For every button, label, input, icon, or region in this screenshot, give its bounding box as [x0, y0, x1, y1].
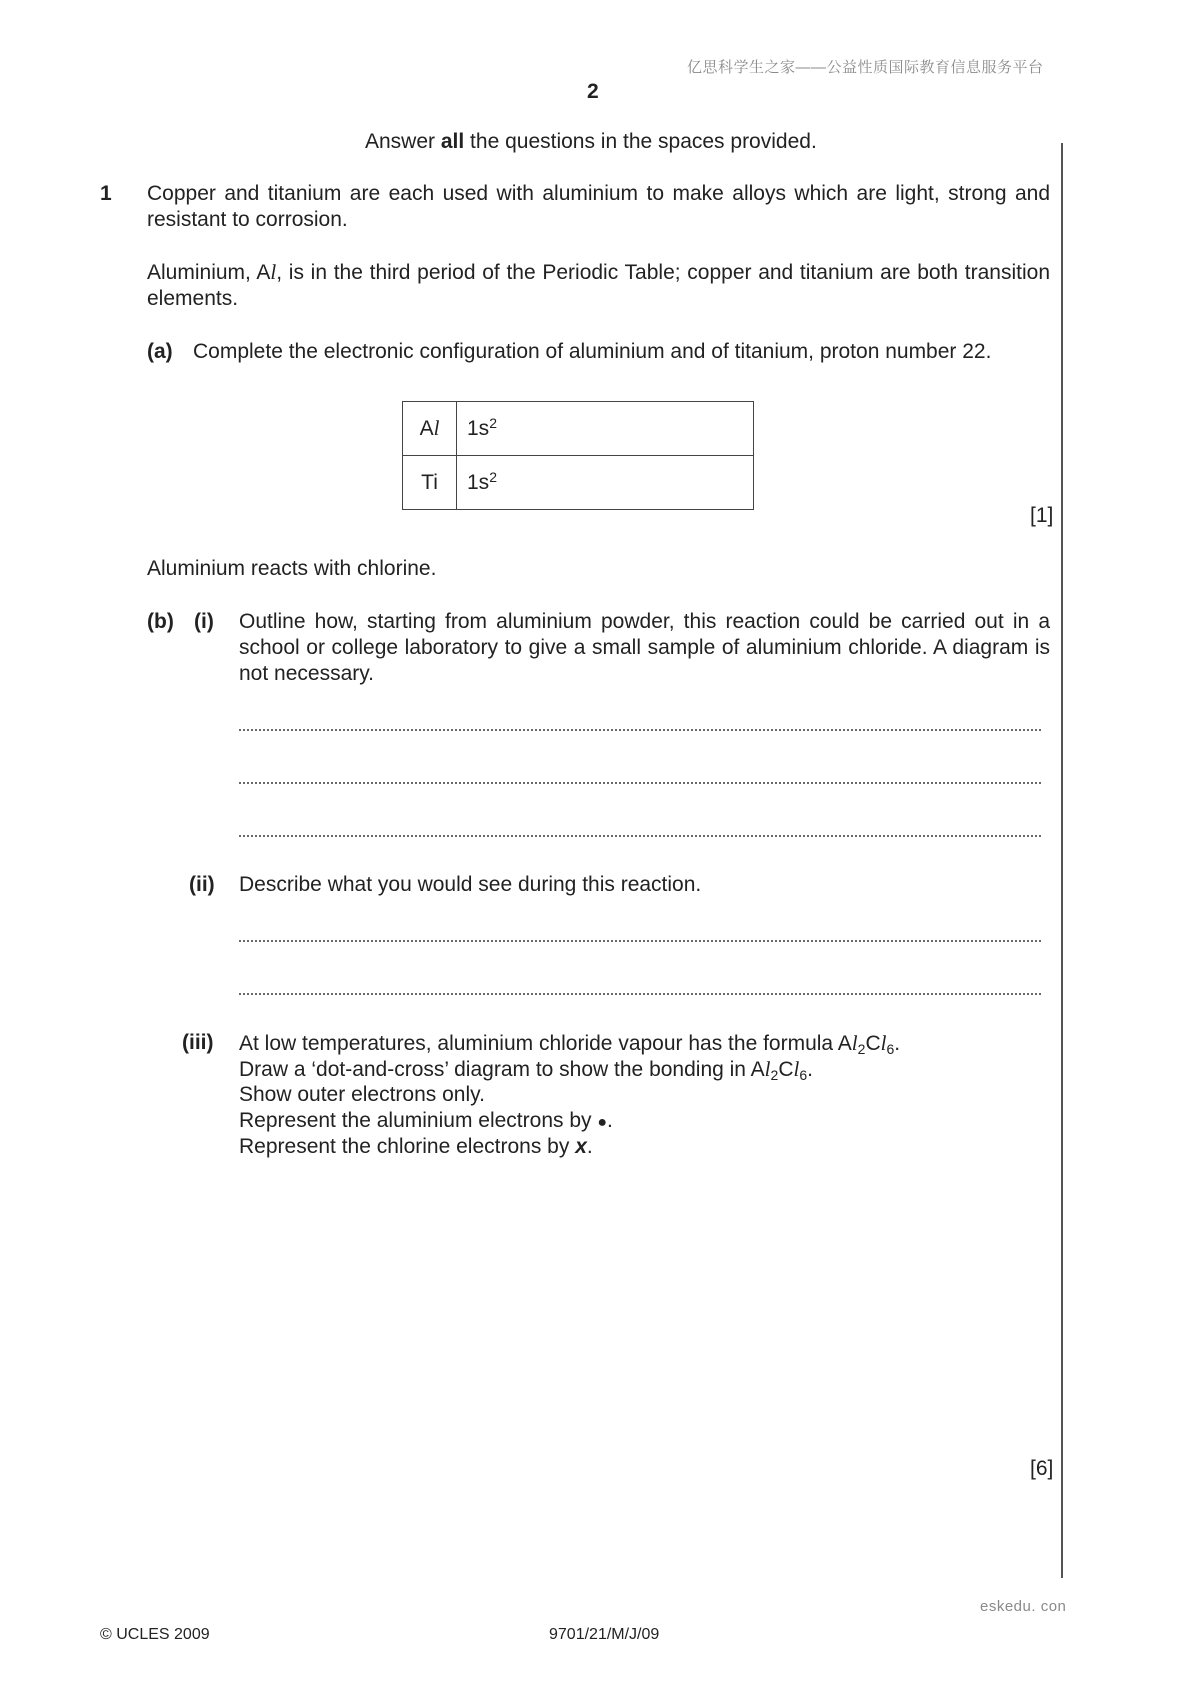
period: .: [607, 1109, 613, 1132]
formula-sub-2: 2: [770, 1067, 779, 1083]
formula-l: l: [793, 1057, 800, 1081]
diagram-answer-space[interactable]: [239, 1175, 1049, 1445]
part-b-iii-line-3: Show outer electrons only.: [239, 1083, 485, 1106]
formula-c: C: [778, 1058, 794, 1081]
instruction-bold: all: [440, 130, 465, 153]
answer-line[interactable]: [238, 992, 1043, 998]
formula-sub-6: 6: [886, 1041, 895, 1057]
part-b-iii-line-2: [239, 1056, 813, 1083]
marks-b-iii: [6]: [1030, 1457, 1054, 1480]
formula-l: l: [764, 1057, 771, 1081]
margin-rule: [1061, 143, 1063, 1578]
answer-line[interactable]: [238, 728, 1043, 734]
part-b-i-label: (i): [194, 610, 214, 633]
formula-c: C: [865, 1032, 881, 1055]
part-b-ii-label: (ii): [189, 873, 215, 896]
footer-copyright: © UCLES 2009: [100, 1626, 210, 1643]
dot-symbol: ●: [597, 1114, 608, 1131]
question-number: 1: [100, 182, 112, 205]
instruction-before: Answer: [365, 130, 441, 153]
config-superscript: 2: [489, 468, 497, 485]
period: .: [894, 1032, 901, 1055]
part-b-ii-text: Describe what you would see during this reaction.: [239, 873, 702, 896]
period: .: [586, 1135, 593, 1158]
formula-sub-2: 2: [857, 1041, 866, 1057]
config-text: 1s: [467, 416, 490, 440]
part-b-iii-label: (iii): [182, 1031, 214, 1054]
answer-line[interactable]: [238, 834, 1043, 840]
config-superscript: 2: [489, 414, 497, 431]
footer-site: eskedu. con: [980, 1598, 1067, 1615]
symbol-main: A: [419, 417, 434, 440]
symbol-italic: l: [433, 416, 440, 440]
part-b-iii-line-4: [239, 1108, 613, 1136]
part-b-iii-line-1: [239, 1030, 900, 1057]
part-b-label: (b): [147, 610, 174, 633]
period: .: [807, 1058, 813, 1081]
page-number: 2: [587, 80, 599, 103]
table-row: [403, 456, 754, 510]
part-a-label: (a): [147, 340, 173, 363]
cross-symbol: x: [575, 1135, 587, 1158]
intro-italic-l: l: [270, 260, 277, 284]
reacts-text: Aluminium reacts with chlorine.: [147, 557, 437, 580]
part-b-i-text: Outline how, starting from aluminium powder, this reaction could be carried out in a school or college laboratory to give a small sample of aluminium chloride. A diagram is not necessary.: [239, 610, 1050, 685]
iii-line5-text: Represent the chlorine electrons by: [239, 1135, 576, 1158]
answer-line[interactable]: [238, 939, 1043, 945]
watermark-text: 亿思科学生之家——公益性质国际教育信息服务平台: [687, 59, 1044, 76]
intro-text-b: , is in the third period of the Periodic Table; copper and titanium are both transition elements.: [147, 261, 1051, 310]
intro-text-a: Aluminium, A: [147, 261, 271, 284]
config-answer-cell[interactable]: [457, 456, 754, 510]
electron-config-table: [402, 401, 754, 510]
instruction-after: the questions in the spaces provided.: [464, 130, 817, 153]
iii-line1-text: At low temperatures, aluminium chloride vapour has the formula A: [239, 1032, 852, 1055]
formula-l: l: [880, 1031, 887, 1055]
part-a-text: Complete the electronic configuration of aluminium and of titanium, proton number 22.: [193, 340, 992, 363]
part-b-iii-line-5: [239, 1134, 593, 1160]
iii-line2-text: Draw a ‘dot-and-cross’ diagram to show the bonding in A: [239, 1058, 765, 1081]
table-row: [403, 402, 754, 456]
footer-code: 9701/21/M/J/09: [549, 1626, 660, 1643]
instruction-line: [365, 129, 817, 155]
config-answer-cell[interactable]: [457, 402, 754, 456]
marks-a: [1]: [1030, 504, 1054, 527]
iii-line4-text: Represent the aluminium electrons by: [239, 1109, 598, 1132]
symbol-main: Ti: [421, 470, 438, 494]
config-text: 1s: [467, 470, 490, 494]
formula-sub-6: 6: [799, 1067, 808, 1083]
element-symbol-cell: [403, 402, 457, 456]
question-intro-1: Copper and titanium are each used with aluminium to make alloys which are light, strong and resistant to corrosion.: [147, 182, 1050, 231]
question-intro-2: [147, 259, 1050, 312]
formula-l: l: [851, 1031, 858, 1055]
answer-line[interactable]: [238, 781, 1043, 787]
element-symbol-cell: [403, 456, 457, 510]
